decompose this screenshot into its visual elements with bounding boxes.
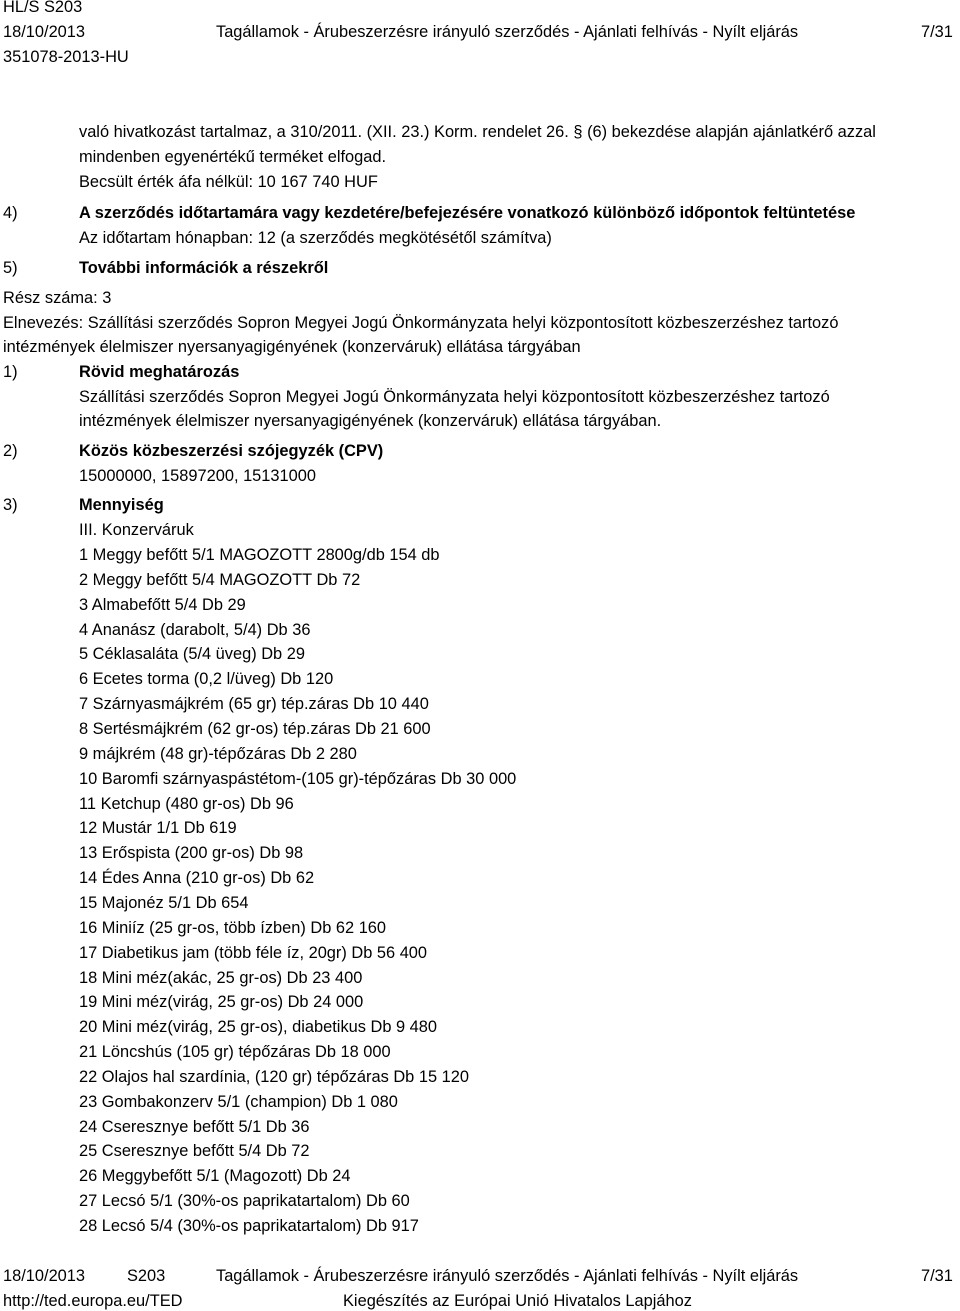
section-5-heading: További információk a részekről bbox=[79, 259, 329, 277]
quantity-item: 23 Gombakonzerv 5/1 (champion) Db 1 080 bbox=[79, 1092, 398, 1111]
header-date: 18/10/2013 bbox=[3, 23, 86, 41]
quantity-item: 1 Meggy befőtt 5/1 MAGOZOTT 2800g/db 154 db bbox=[79, 546, 440, 564]
quantity-item: 14 Édes Anna (210 gr-os) Db 62 bbox=[79, 869, 315, 887]
section-5-number: 5) bbox=[3, 259, 18, 277]
intro-estimated-value: Becsült érték áfa nélkül: 10 167 740 HUF bbox=[79, 173, 378, 191]
quantity-item: 22 Olajos hal szardínia, (120 gr) tépőzáras Db 15 120 bbox=[79, 1067, 469, 1086]
subsection-3-heading: Mennyiség bbox=[79, 496, 164, 514]
quantity-item: 24 Cseresznye befőtt 5/1 Db 36 bbox=[79, 1117, 310, 1136]
cpv-codes: 15000000, 15897200, 15131000 bbox=[79, 467, 316, 485]
subsection-1-heading: Rövid meghatározás bbox=[79, 363, 240, 381]
quantity-item: 10 Baromfi szárnyaspástétom-(105 gr)-tépőzáras Db 30 000 bbox=[79, 769, 517, 788]
section-4-number: 4) bbox=[3, 204, 18, 222]
footer-date: 18/10/2013 bbox=[3, 1267, 86, 1285]
footer-series: S203 bbox=[127, 1267, 166, 1285]
quantity-item: 15 Majonéz 5/1 Db 654 bbox=[79, 893, 249, 912]
quantity-item: 17 Diabetikus jam (több féle íz, 20gr) Db 56 400 bbox=[79, 943, 428, 962]
intro-line-2: mindenben egyenértékű terméket elfogad. bbox=[79, 148, 387, 166]
footer-page-number: 7/31 bbox=[921, 1267, 953, 1285]
subsection-3-number: 3) bbox=[3, 496, 18, 514]
header-series: HL/S S203 bbox=[3, 0, 83, 16]
header-title: Tagállamok - Árubeszerzésre irányuló szerződés - Ajánlati felhívás - Nyílt eljárás bbox=[216, 23, 799, 41]
quantity-item: 9 májkrém (48 gr)-tépőzáras Db 2 280 bbox=[79, 744, 357, 763]
part-name-line-1: Elnevezés: Szállítási szerződés Sopron Megyei Jogú Önkormányzata helyi központosított közbeszerzéshez tartozó bbox=[3, 314, 839, 332]
header-doc-id: 351078-2013-HU bbox=[3, 48, 129, 66]
subsection-2-number: 2) bbox=[3, 442, 18, 460]
intro-line-1: való hivatkozást tartalmaz, a 310/2011. (XII. 23.) Korm. rendelet 26. § (6) bekezdése alapján ajánlatkérő azzal bbox=[79, 123, 876, 141]
section-4-heading: A szerződés időtartamára vagy kezdetére/befejezésére vonatkozó különböző időpontok feltüntetése bbox=[79, 204, 856, 222]
quantity-item: 11 Ketchup (480 gr-os) Db 96 bbox=[79, 794, 294, 813]
quantity-item: 3 Almabefőtt 5/4 Db 29 bbox=[79, 595, 246, 614]
quantity-item: 6 Ecetes torma (0,2 l/üveg) Db 120 bbox=[79, 670, 334, 689]
quantity-item: 25 Cseresznye befőtt 5/4 Db 72 bbox=[79, 1142, 310, 1161]
quantity-item: 26 Meggybefőtt 5/1 (Magozott) Db 24 bbox=[79, 1167, 351, 1186]
footer-title: Tagállamok - Árubeszerzésre irányuló szerződés - Ajánlati felhívás - Nyílt eljárás bbox=[216, 1267, 799, 1285]
short-description-line-2: intézmények élelmiszer nyersanyagigényének (konzerváruk) ellátása tárgyában. bbox=[79, 412, 662, 430]
quantity-item: 18 Mini méz(akác, 25 gr-os) Db 23 400 bbox=[79, 968, 363, 987]
part-number: Rész száma: 3 bbox=[3, 289, 112, 307]
quantity-item: 8 Sertésmájkrém (62 gr-os) tép.záras Db 21 600 bbox=[79, 720, 431, 738]
quantity-item: 12 Mustár 1/1 Db 619 bbox=[79, 819, 237, 838]
subsection-1-number: 1) bbox=[3, 363, 18, 381]
quantity-item: 27 Lecsó 5/1 (30%-os paprikatartalom) Db 60 bbox=[79, 1192, 410, 1211]
short-description-line-1: Szállítási szerződés Sopron Megyei Jogú Önkormányzata helyi központosított közbeszerzéshez tartozó bbox=[79, 388, 830, 406]
section-4-duration: Az időtartam hónapban: 12 (a szerződés megkötésétől számítva) bbox=[79, 229, 552, 247]
footer-url-link[interactable]: http://ted.europa.eu/TED bbox=[3, 1292, 183, 1310]
quantity-item: 16 Miniíz (25 gr-os, több ízben) Db 62 160 bbox=[79, 918, 387, 937]
quantity-item: 21 Löncshús (105 gr) tépőzáras Db 18 000 bbox=[79, 1043, 391, 1061]
quantity-item: 19 Mini méz(virág, 25 gr-os) Db 24 000 bbox=[79, 993, 364, 1012]
subsection-2-heading: Közös közbeszerzési szójegyzék (CPV) bbox=[79, 442, 384, 460]
quantity-item: 5 Céklasaláta (5/4 üveg) Db 29 bbox=[79, 645, 305, 664]
quantity-item: 20 Mini méz(virág, 25 gr-os), diabetikus Db 9 480 bbox=[79, 1018, 438, 1037]
footer-supplement: Kiegészítés az Európai Unió Hivatalos Lapjához bbox=[343, 1292, 692, 1310]
quantity-item: 4 Ananász (darabolt, 5/4) Db 36 bbox=[79, 620, 311, 639]
quantity-item: 13 Erőspista (200 gr-os) Db 98 bbox=[79, 844, 304, 863]
part-name-line-2: intézmények élelmiszer nyersanyagigényének (konzerváruk) ellátása tárgyában bbox=[3, 338, 581, 356]
quantity-item: 7 Szárnyasmájkrém (65 gr) tép.záras Db 10 440 bbox=[79, 695, 429, 714]
quantity-item: 2 Meggy befőtt 5/4 MAGOZOTT Db 72 bbox=[79, 570, 361, 589]
header-page-number: 7/31 bbox=[921, 23, 953, 41]
quantity-item: 28 Lecsó 5/4 (30%-os paprikatartalom) Db 917 bbox=[79, 1217, 419, 1235]
quantity-subheading: III. Konzerváruk bbox=[79, 521, 194, 539]
